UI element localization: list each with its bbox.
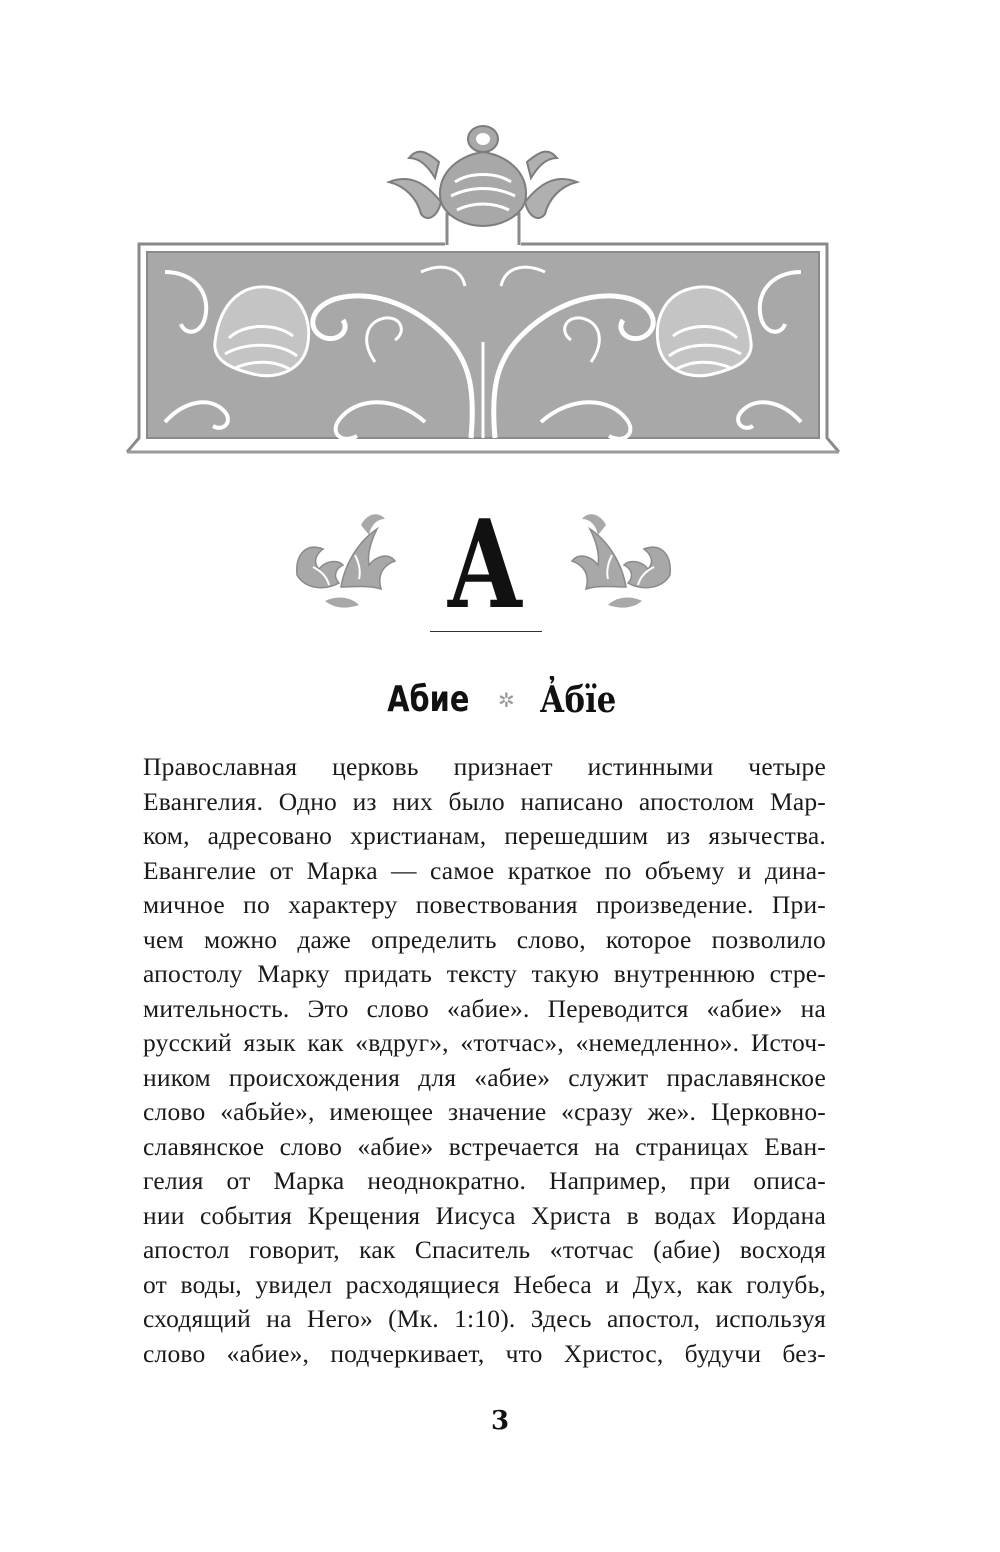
- body-line: слово «абие», подчеркивает, что Христос, будучи без-: [143, 1338, 826, 1368]
- body-line: нии события Крещения Иисуса Христа в водах Иордана: [143, 1200, 826, 1230]
- body-line: русский язык как «вдруг», «тотчас», «немедленно». Источ-: [143, 1028, 826, 1057]
- body-text: [143, 750, 826, 1370]
- body-line: гелия от Марка неоднократно. Например, при описа-: [143, 1166, 826, 1195]
- title-divider: [430, 631, 542, 632]
- page-number: 3: [490, 1406, 510, 1436]
- body-line: апостол говорит, как Спаситель «тотчас (абие) восходя: [143, 1235, 826, 1264]
- drop-letter-block: [285, 492, 685, 636]
- body-line: апостолу Марку придать тексту такую внутреннюю стре-: [143, 959, 826, 988]
- body-line: сходящий на Него» (Мк. 1:10). Здесь апостол, используя: [143, 1304, 826, 1333]
- title-russian: Абие: [387, 679, 470, 720]
- header-ornament: [125, 122, 841, 462]
- entry-title: [0, 672, 1000, 727]
- body-line: Православная церковь признает истинными четыре: [143, 752, 826, 781]
- floral-banner-ornament-icon: [125, 122, 841, 462]
- body-line: от воды, увидел расходящиеся Небеса и Дух, как голубь,: [143, 1269, 826, 1299]
- title-church-slavonic: А̓бїе: [540, 679, 617, 721]
- body-line: Евангелия. Одно из них было написано апостолом Мар-: [143, 786, 826, 816]
- body-line: слово «абьйе», имеющее значение «сразу же». Церковно-: [143, 1097, 826, 1126]
- body-line: мичное по характеру повествования произведение. При-: [143, 890, 826, 919]
- body-line: Евангелие от Марка — самое краткое по объему и дина-: [143, 855, 826, 885]
- body-line: мительность. Это слово «абие». Переводится «абие» на: [143, 993, 826, 1023]
- star-separator-icon: ✲: [497, 688, 515, 712]
- body-line: ком, адресовано христианам, перешедшим из язычества.: [143, 821, 826, 850]
- floral-sprig-left-icon: [285, 505, 397, 615]
- body-line: ником происхождения для «абие» служит праславянское: [143, 1062, 826, 1092]
- body-line: славянское слово «абие» встречается на страницах Еван-: [143, 1131, 826, 1161]
- drop-letter: А: [446, 492, 524, 636]
- floral-sprig-right-icon: [570, 505, 682, 615]
- body-line: чем можно даже определить слово, которое позволило: [143, 924, 826, 954]
